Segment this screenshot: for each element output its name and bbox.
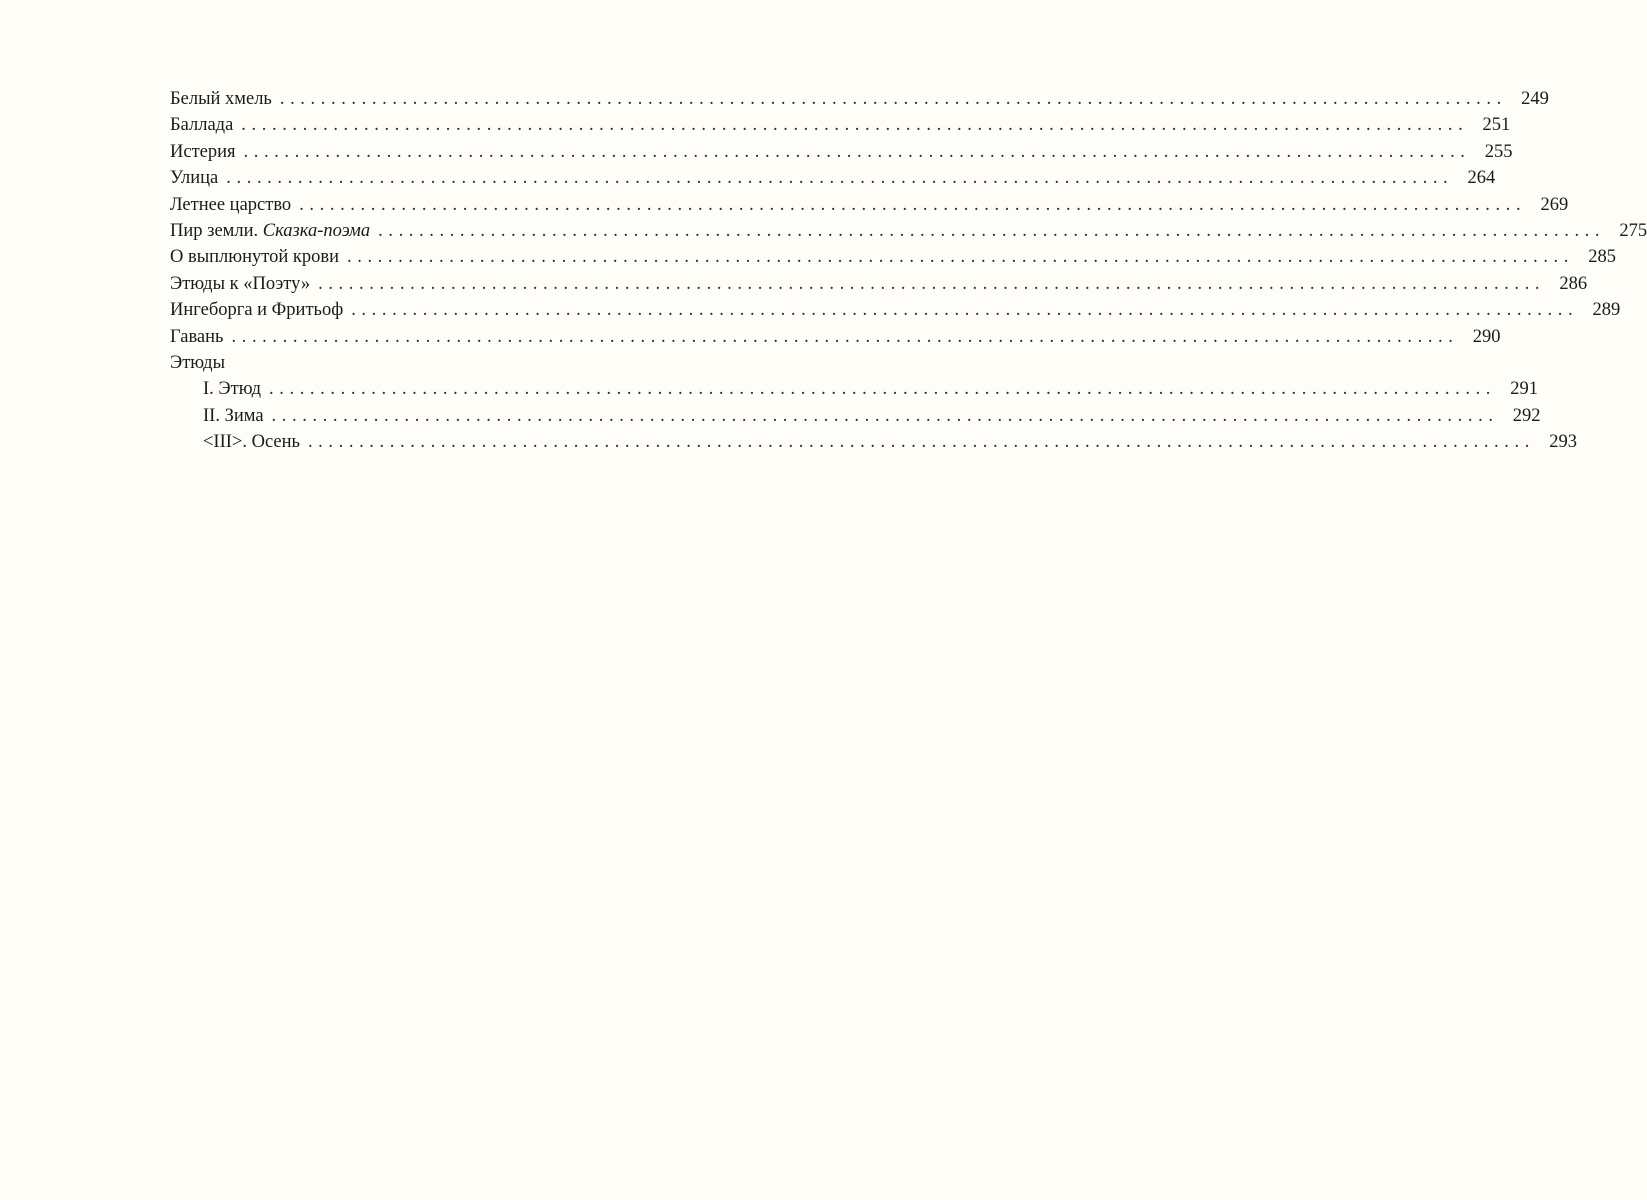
toc-subentry (170, 429, 1577, 455)
toc-subentry (170, 403, 1541, 429)
toc-entry-title: Летнее царство (170, 194, 292, 215)
toc-entry-page: 286 (1559, 273, 1588, 294)
toc-subentry-title: II. Зима (203, 405, 264, 426)
toc-entry-title: Улица (170, 168, 219, 189)
toc-entry (170, 192, 1569, 218)
toc-entry-title: Белый хмель (170, 89, 272, 109)
toc-subentry-page: 292 (1512, 405, 1541, 426)
dot-leader: ........................................................................................................................ (243, 141, 1471, 162)
dot-leader: ........................................................................................................................ (347, 247, 1574, 268)
toc-subentry-page: 291 (1510, 379, 1539, 400)
toc-group-heading: Этюды (170, 352, 226, 373)
toc-entry (170, 271, 1588, 297)
dot-leader: ........................................................................................................................ (279, 89, 1507, 109)
toc-entry-title-main: Пир земли. (170, 220, 259, 241)
toc-entry (170, 165, 1496, 191)
toc-entry-title: Ингеборга и Фритьоф (170, 300, 344, 321)
table-of-contents (170, 86, 1647, 455)
toc-entry-title: Истерия (170, 141, 236, 162)
toc-entry-title-italic: Сказка-поэма (262, 220, 371, 241)
toc-subentry (170, 376, 1539, 402)
toc-subentry-title: <III>. Осень (203, 432, 300, 453)
toc-subentry-title: I. Этюд (203, 379, 262, 400)
toc-entry (170, 86, 1549, 112)
dot-leader: ........................................................................................................................ (241, 115, 1469, 136)
toc-subentry-page: 293 (1549, 432, 1577, 453)
dot-leader: ........................................................................................................................ (307, 432, 1535, 453)
toc-entry (170, 324, 1501, 350)
toc-entry-page: 251 (1482, 115, 1511, 136)
dot-leader: ........................................................................................................................ (226, 168, 1454, 189)
toc-entry (170, 244, 1616, 270)
toc-entry-title: Этюды к «Поэту» (170, 273, 311, 294)
toc-entry-page: 289 (1592, 300, 1621, 321)
toc-entry (170, 297, 1621, 323)
dot-leader: ........................................................................................................................ (378, 220, 1606, 241)
dot-leader: ........................................................................................................................ (231, 326, 1459, 347)
toc-entry-title (170, 218, 370, 244)
toc-entry-title: О выплюнутой крови (170, 247, 339, 268)
dot-leader: ........................................................................................................................ (318, 273, 1546, 294)
dot-leader: ........................................................................................................................ (271, 405, 1499, 426)
toc-entry-title: Гавань (170, 326, 224, 347)
toc-entry-page: 275 (1619, 220, 1647, 241)
toc-entry-page: 285 (1588, 247, 1616, 268)
toc-entry-page: 264 (1467, 168, 1496, 189)
toc-entry-page: 249 (1521, 89, 1549, 109)
toc-entry (170, 218, 1647, 244)
toc-entry-title: Баллада (170, 115, 234, 136)
toc-entry-page: 269 (1540, 194, 1569, 215)
toc-entry-page: 255 (1484, 141, 1513, 162)
toc-entry (170, 112, 1511, 138)
toc-entry (170, 139, 1513, 165)
dot-leader: ........................................................................................................................ (351, 300, 1579, 321)
toc-entry-page: 290 (1472, 326, 1501, 347)
dot-leader: ........................................................................................................................ (299, 194, 1527, 215)
dot-leader: ........................................................................................................................ (269, 379, 1497, 400)
